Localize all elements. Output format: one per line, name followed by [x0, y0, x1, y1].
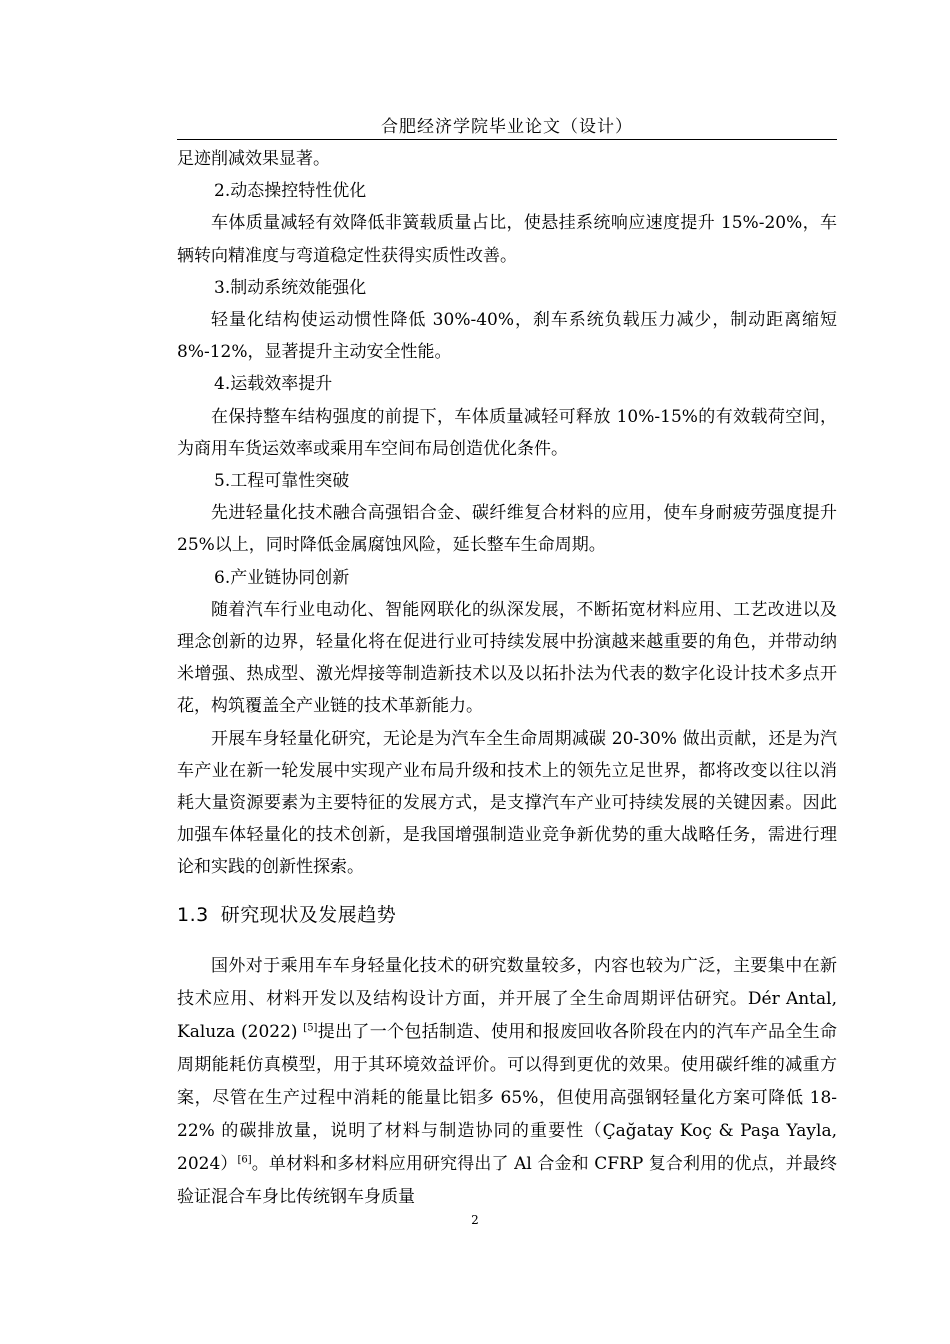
paragraph-handling: 车体质量减轻有效降低非簧载质量占比，使悬挂系统响应速度提升 15%-20%，车辆转向精准度与弯道稳定性获得实质性改善。 — [177, 213, 837, 266]
subheading-efficiency: 4.运载效率提升 — [214, 374, 333, 395]
subheading-handling: 2.动态操控特性优化 — [214, 181, 367, 202]
paragraph-braking: 轻量化结构使运动惯性降低 30%-40%，刹车系统负载压力减少，制动距离缩短 8%-12%，显著提升主动安全性能。 — [177, 310, 837, 363]
section-number: 1.3 — [177, 903, 209, 926]
subheading-industry-chain: 6.产业链协同创新 — [214, 567, 350, 588]
paragraph-significance: 开展车身轻量化研究，无论是为汽车全生命周期减碳 20-30% 做出贡献，还是为汽车产业在新一轮发展中实现产业布局升级和技术上的领先立足世界，都将改变以往以消耗大量资源要素为主要特征的发展方式，是支撑汽车产业可持续发展的关键因素。因此加强车体轻量化的技术创新，是我国增强制造业竞争新优势的重大战略任务，需进行理论和实践的创新性探索。 — [177, 728, 837, 878]
paragraph-reliability: 先进轻量化技术融合高强铝合金、碳纤维复合材料的应用，使车身耐疲劳强度提升 25%以上，同时降低金属腐蚀风险，延长整车生命周期。 — [177, 503, 837, 556]
citation-ref: [5] — [303, 1022, 318, 1034]
subheading-braking: 3.制动系统效能强化 — [214, 277, 367, 298]
page-number: 2 — [471, 1213, 479, 1227]
page-header: 合肥经济学院毕业论文（设计） — [381, 117, 633, 137]
paragraph-research-status — [177, 950, 837, 1214]
paragraph-industry-chain: 随着汽车行业电动化、智能网联化的纵深发展，不断拓宽材料应用、工艺改进以及理念创新的边界，轻量化将在促进行业可持续发展中扮演越来越重要的角色，并带动纳米增强、热成型、激光焊接等制造新技术以及以拓扑法为代表的数字化设计技术多点开花，构筑覆盖全产业链的技术革新能力。 — [177, 599, 837, 717]
section-title: 研究现状及发展趋势 — [220, 903, 397, 926]
paragraph-text-part: 提出了一个包括制造、使用和报废回收各阶段在内的汽车产品全生命周期能耗仿真模型，用于其环境效益评价。可以得到更优的效果。使用碳纤维的减重方案，尽管在生产过程中消耗的能量比铝多 65%，但使用高强钢轻量化方案可降低 18-22% 的碳排放量，说明了材料与制造协同的重要性（Çağatay Koç & Paşa Yayla, 2024） — [177, 1021, 838, 1174]
paragraph-efficiency: 在保持整车结构强度的前提下，车体质量减轻可释放 10%-15%的有效载荷空间，为商用车货运效率或乘用车空间布局创造优化条件。 — [177, 406, 837, 459]
page-body — [177, 143, 837, 1214]
section-heading — [177, 901, 837, 929]
header-rule — [177, 139, 837, 140]
paragraph-text-part: 国外对于乘用车车身轻量化技术的研究数量较多，内容也较为广泛，主要集中在新技术应用、材料开发以及结构设计方面，并开展了全生命周期评估研究。Dér Antal, Kaluza (2022) — [177, 955, 837, 1042]
paragraph-continued: 足迹削减效果显著。 — [177, 149, 330, 169]
subheading-reliability: 5.工程可靠性突破 — [214, 471, 350, 492]
citation-ref: [6] — [237, 1154, 252, 1166]
paragraph-text-part: 。单材料和多材料应用研究得出了 Al 合金和 CFRP 复合利用的优点，并最终验证混合车身比传统钢车身质量 — [177, 1153, 838, 1207]
